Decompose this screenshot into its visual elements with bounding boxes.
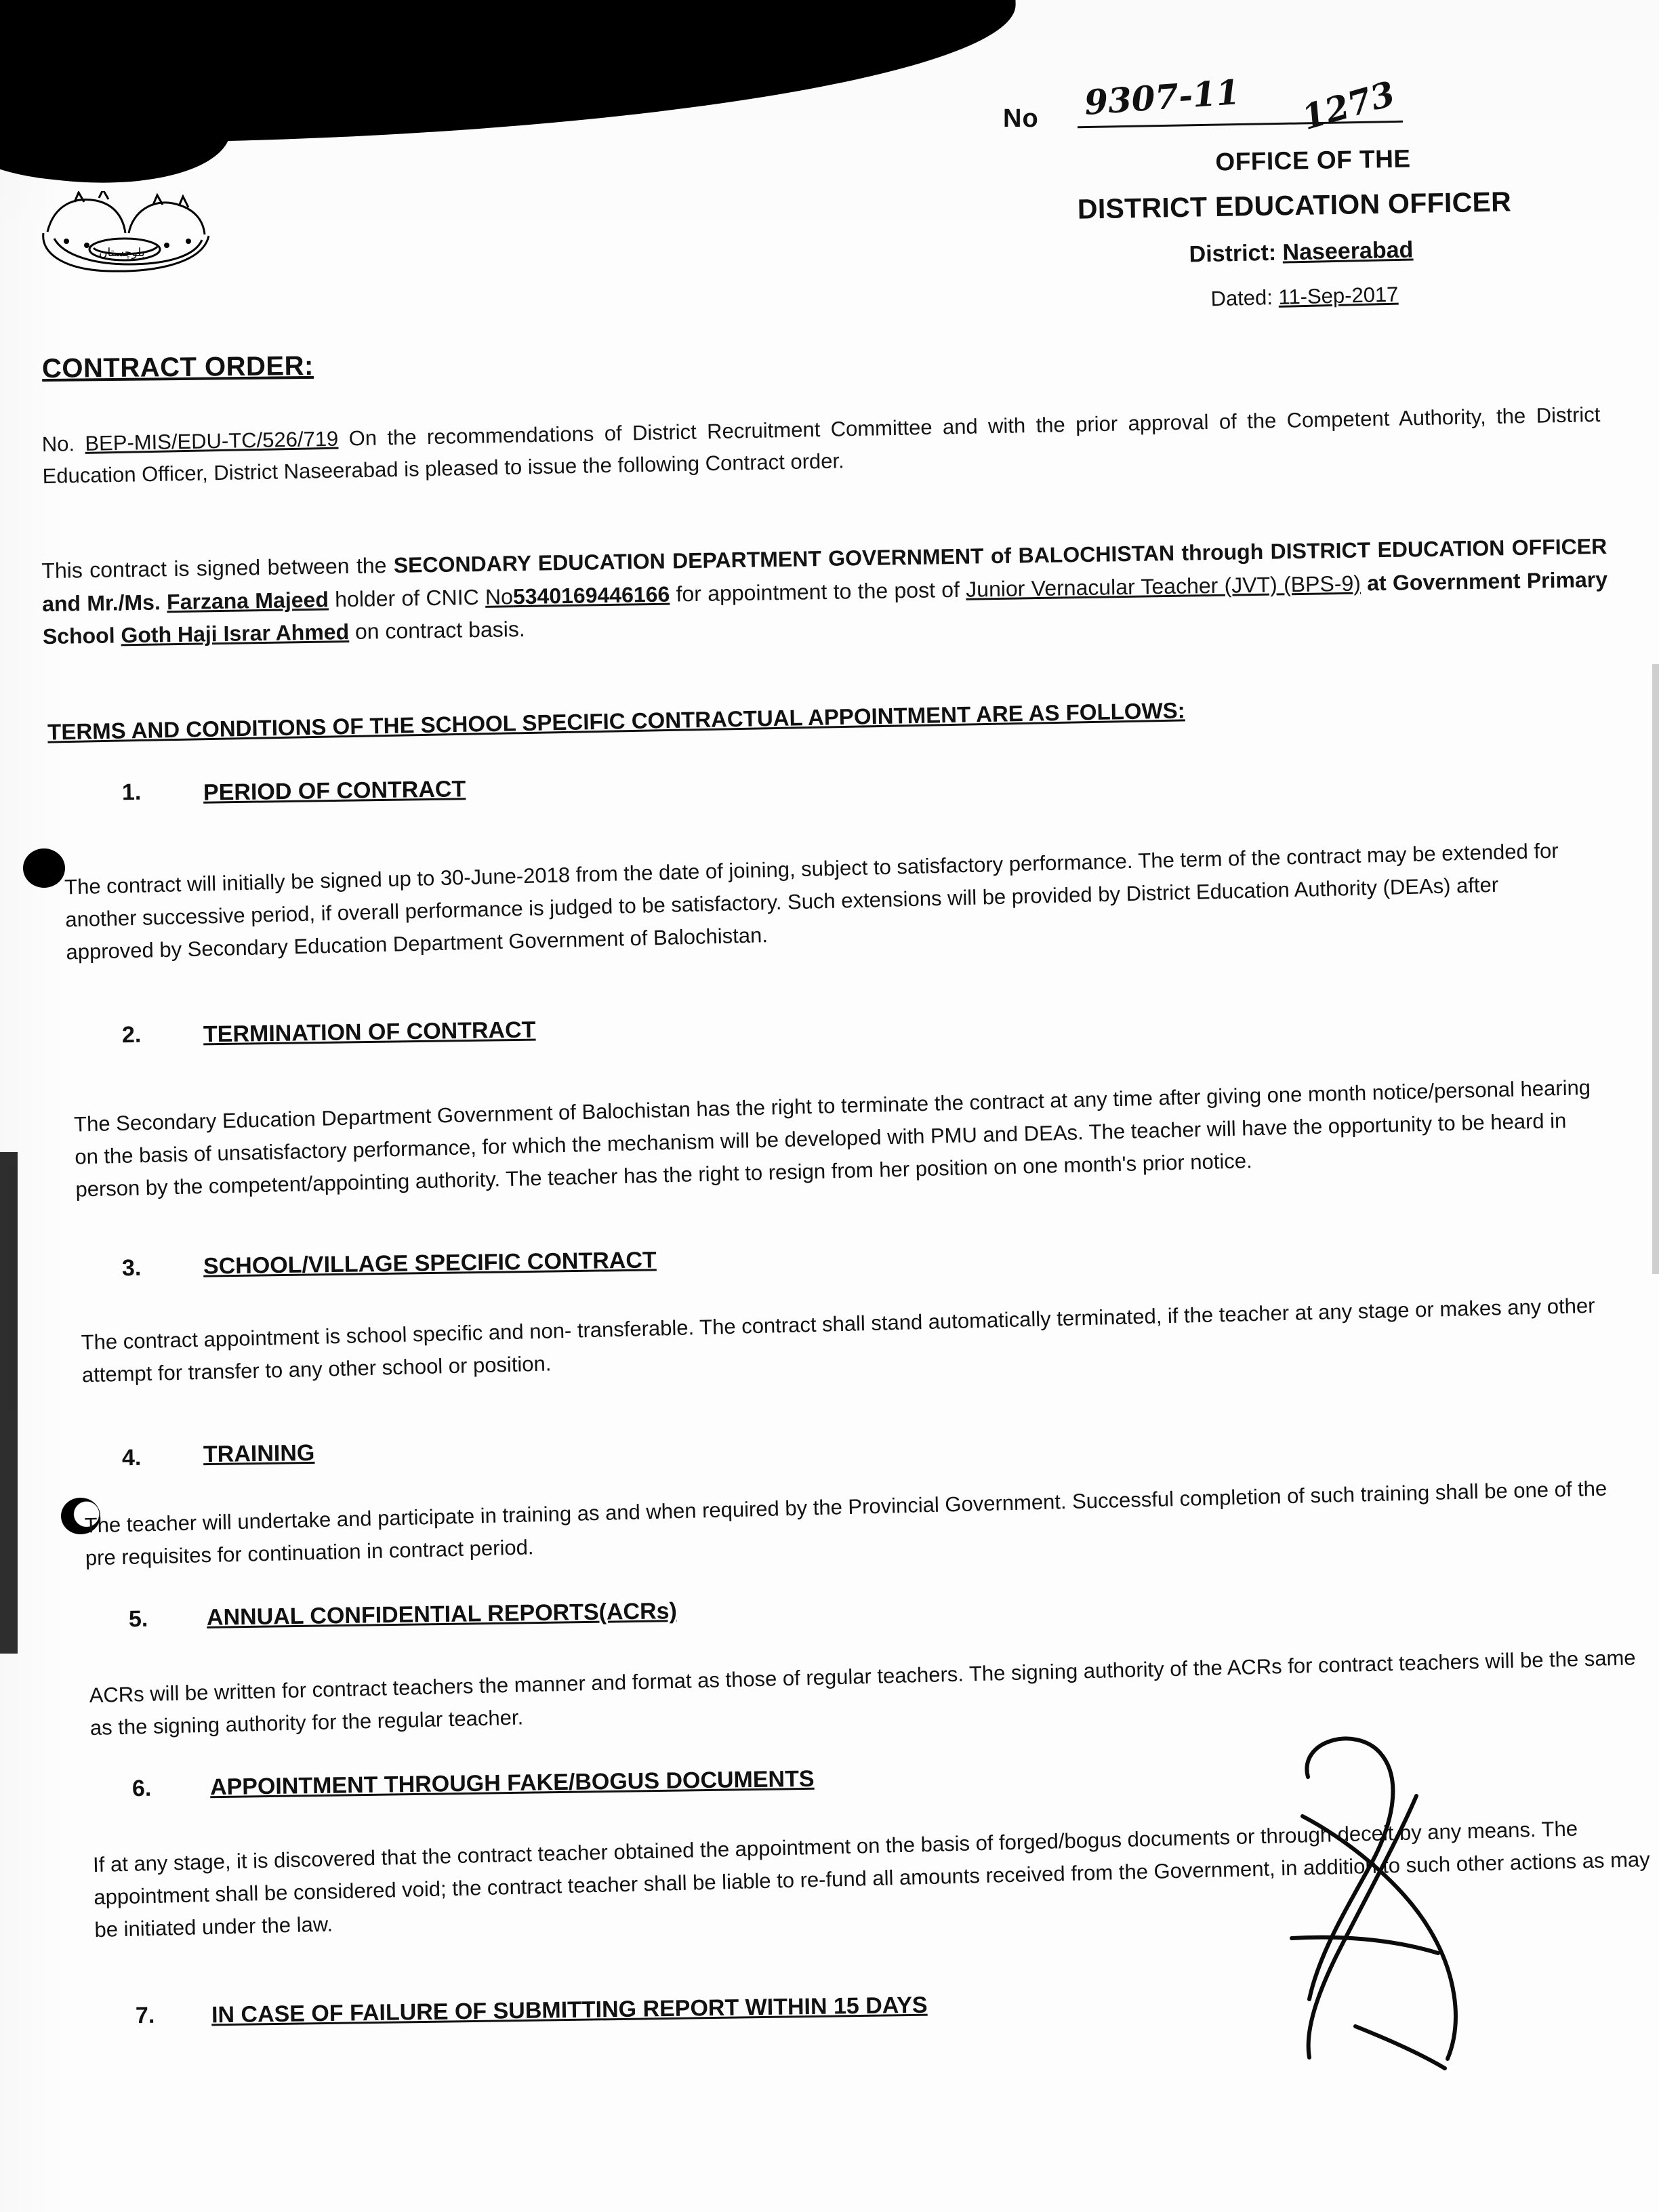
parties-lead: This contract is signed between the — [41, 553, 387, 583]
parties-holder-of-cnic: holder of CNIC — [334, 584, 479, 611]
parties-paragraph — [41, 530, 1608, 653]
section-heading-period-of-contract: PERIOD OF CONTRACT — [203, 776, 466, 806]
parties-basis: on contract basis. — [354, 617, 526, 644]
parties-at: at — [1366, 570, 1387, 596]
parties-appointment-text: for appointment to the post of — [676, 577, 960, 607]
section-body-training: The teacher will undertake and participate in training as and when required by the Provincial Government. Successful completion of such training shall be one of the pre requisites for continuation in contract period. — [84, 1476, 1607, 1570]
parties-post: Junior Vernacular Teacher (JVT) (BPS-9) — [965, 571, 1361, 602]
reference-text: On the recommendations of District Recruitment Committee and with the prior approval of the Competent Authority, the District Education Officer, District Naseerabad is pleased to issue the following Contract order. — [42, 402, 1601, 489]
section-heading-termination-of-contract: TERMINATION OF CONTRACT — [203, 1017, 536, 1048]
section-heading-training: TRAINING — [203, 1439, 315, 1468]
header-no-label: No — [1003, 104, 1039, 133]
header-dated-value: 11-Sep-2017 — [1278, 282, 1399, 309]
parties-person-name: Farzana Majeed — [166, 587, 329, 614]
section-number-1: 1. — [121, 779, 142, 806]
section-body-period-of-contract: The contract will initially be signed up to 30-June-2018 from the date of joining, subject to satisfactory performance. The term of the contract may be extended for another successive period, if overall performance is judged to be satisfactory. Such extensions will be provided by District Education Authority (DEAs) after approved by Secondary Education Department Government of Balochistan. — [64, 838, 1559, 964]
section-number-2: 2. — [121, 1021, 142, 1048]
parties-school-name: Goth Haji Israr Ahmed — [121, 619, 350, 648]
header-district-label: District: — [1189, 239, 1277, 268]
header-officer-line: DISTRICT EDUCATION OFFICER — [1077, 186, 1512, 225]
header-office-line: OFFICE OF THE — [1215, 144, 1411, 176]
section-number-4: 4. — [121, 1444, 142, 1471]
parties-department: SECONDARY EDUCATION DEPARTMENT GOVERNMENT — [393, 544, 984, 577]
section-heading-school-village-specific-contract: SCHOOL/VILLAGE SPECIFIC CONTRACT — [203, 1247, 657, 1279]
parties-of: of — [990, 543, 1012, 569]
section-number-5: 5. — [128, 1605, 148, 1633]
section-body-appointment-through-fake-documents: If at any stage, it is discovered that the contract teacher obtained the appointment on the basis of forged/bogus documents or through deceit by any means. The appointment shall be considered void; the contract teacher shall be liable to re-fund all amounts received from the Government, in addition to such other actions as may be initiated under the law. — [92, 1816, 1651, 1942]
parties-person-label: Mr./Ms. — [87, 590, 161, 615]
header-district-value: Naseerabad — [1282, 237, 1414, 266]
header-dated-label: Dated: — [1210, 285, 1273, 311]
section-body-school-village-specific-contract: The contract appointment is school specific and non- transferable. The contract shall stand automatically terminated, if the teacher at any stage or makes any other attempt for transfer to any other school or position. — [81, 1293, 1595, 1387]
section-body-annual-confidential-reports: ACRs will be written for contract teachers the manner and format as those of regular teachers. The signing authority of the ACRs for contract teachers will be the same as the signing authority for the regular teacher. — [89, 1645, 1636, 1740]
parties-province: BALOCHISTAN through — [1018, 539, 1264, 568]
terms-and-conditions-heading: TERMS AND CONDITIONS OF THE SCHOOL SPECIFIC CONTRACTUAL APPOINTMENT ARE AS FOLLOWS: — [47, 697, 1185, 745]
section-number-3: 3. — [121, 1254, 142, 1282]
svg-text:بلوچستان: بلوچستان — [99, 246, 145, 260]
parties-and: and — [41, 590, 81, 616]
section-body-termination-of-contract: The Secondary Education Department Government of Balochistan has the right to terminate the contract at any time after giving one month notice/personal hearing on the basis of unsatisfactory performance, for which the mechanism will be developed with PMU and DEAs. The teacher will have the opportunity to be heard in person by the competent/appointing authority. The teacher has the right to resign from her position on one month's prior notice. — [73, 1075, 1591, 1202]
section-heading-appointment-through-fake-documents: APPOINTMENT THROUGH FAKE/BOGUS DOCUMENTS — [209, 1765, 815, 1801]
section-number-6: 6. — [131, 1775, 152, 1802]
parties-cnic-value: 5340169446166 — [512, 581, 670, 609]
reference-no-label: No. — [41, 432, 75, 457]
page-title: CONTRACT ORDER: — [41, 350, 314, 384]
reference-no-value: BEP-MIS/EDU-TC/526/719 — [85, 426, 339, 455]
reference-paragraph — [41, 398, 1601, 492]
section-heading-annual-confidential-reports: ANNUAL CONFIDENTIAL REPORTS(ACRs) — [206, 1598, 678, 1631]
parties-cnic-label: No — [485, 583, 514, 609]
section-heading-failure-of-submitting-report: IN CASE OF FAILURE OF SUBMITTING REPORT WITHIN 15 DAYS — [211, 1992, 928, 2028]
header-no-handwritten-value-2: 1273 — [1297, 73, 1399, 138]
header-no-handwritten-value: 9307-11 — [1083, 72, 1242, 123]
section-number-7: 7. — [135, 2002, 155, 2029]
parties-office: DISTRICT EDUCATION OFFICER — [1270, 533, 1607, 564]
parties-school-type: Government Primary School — [42, 567, 1608, 649]
